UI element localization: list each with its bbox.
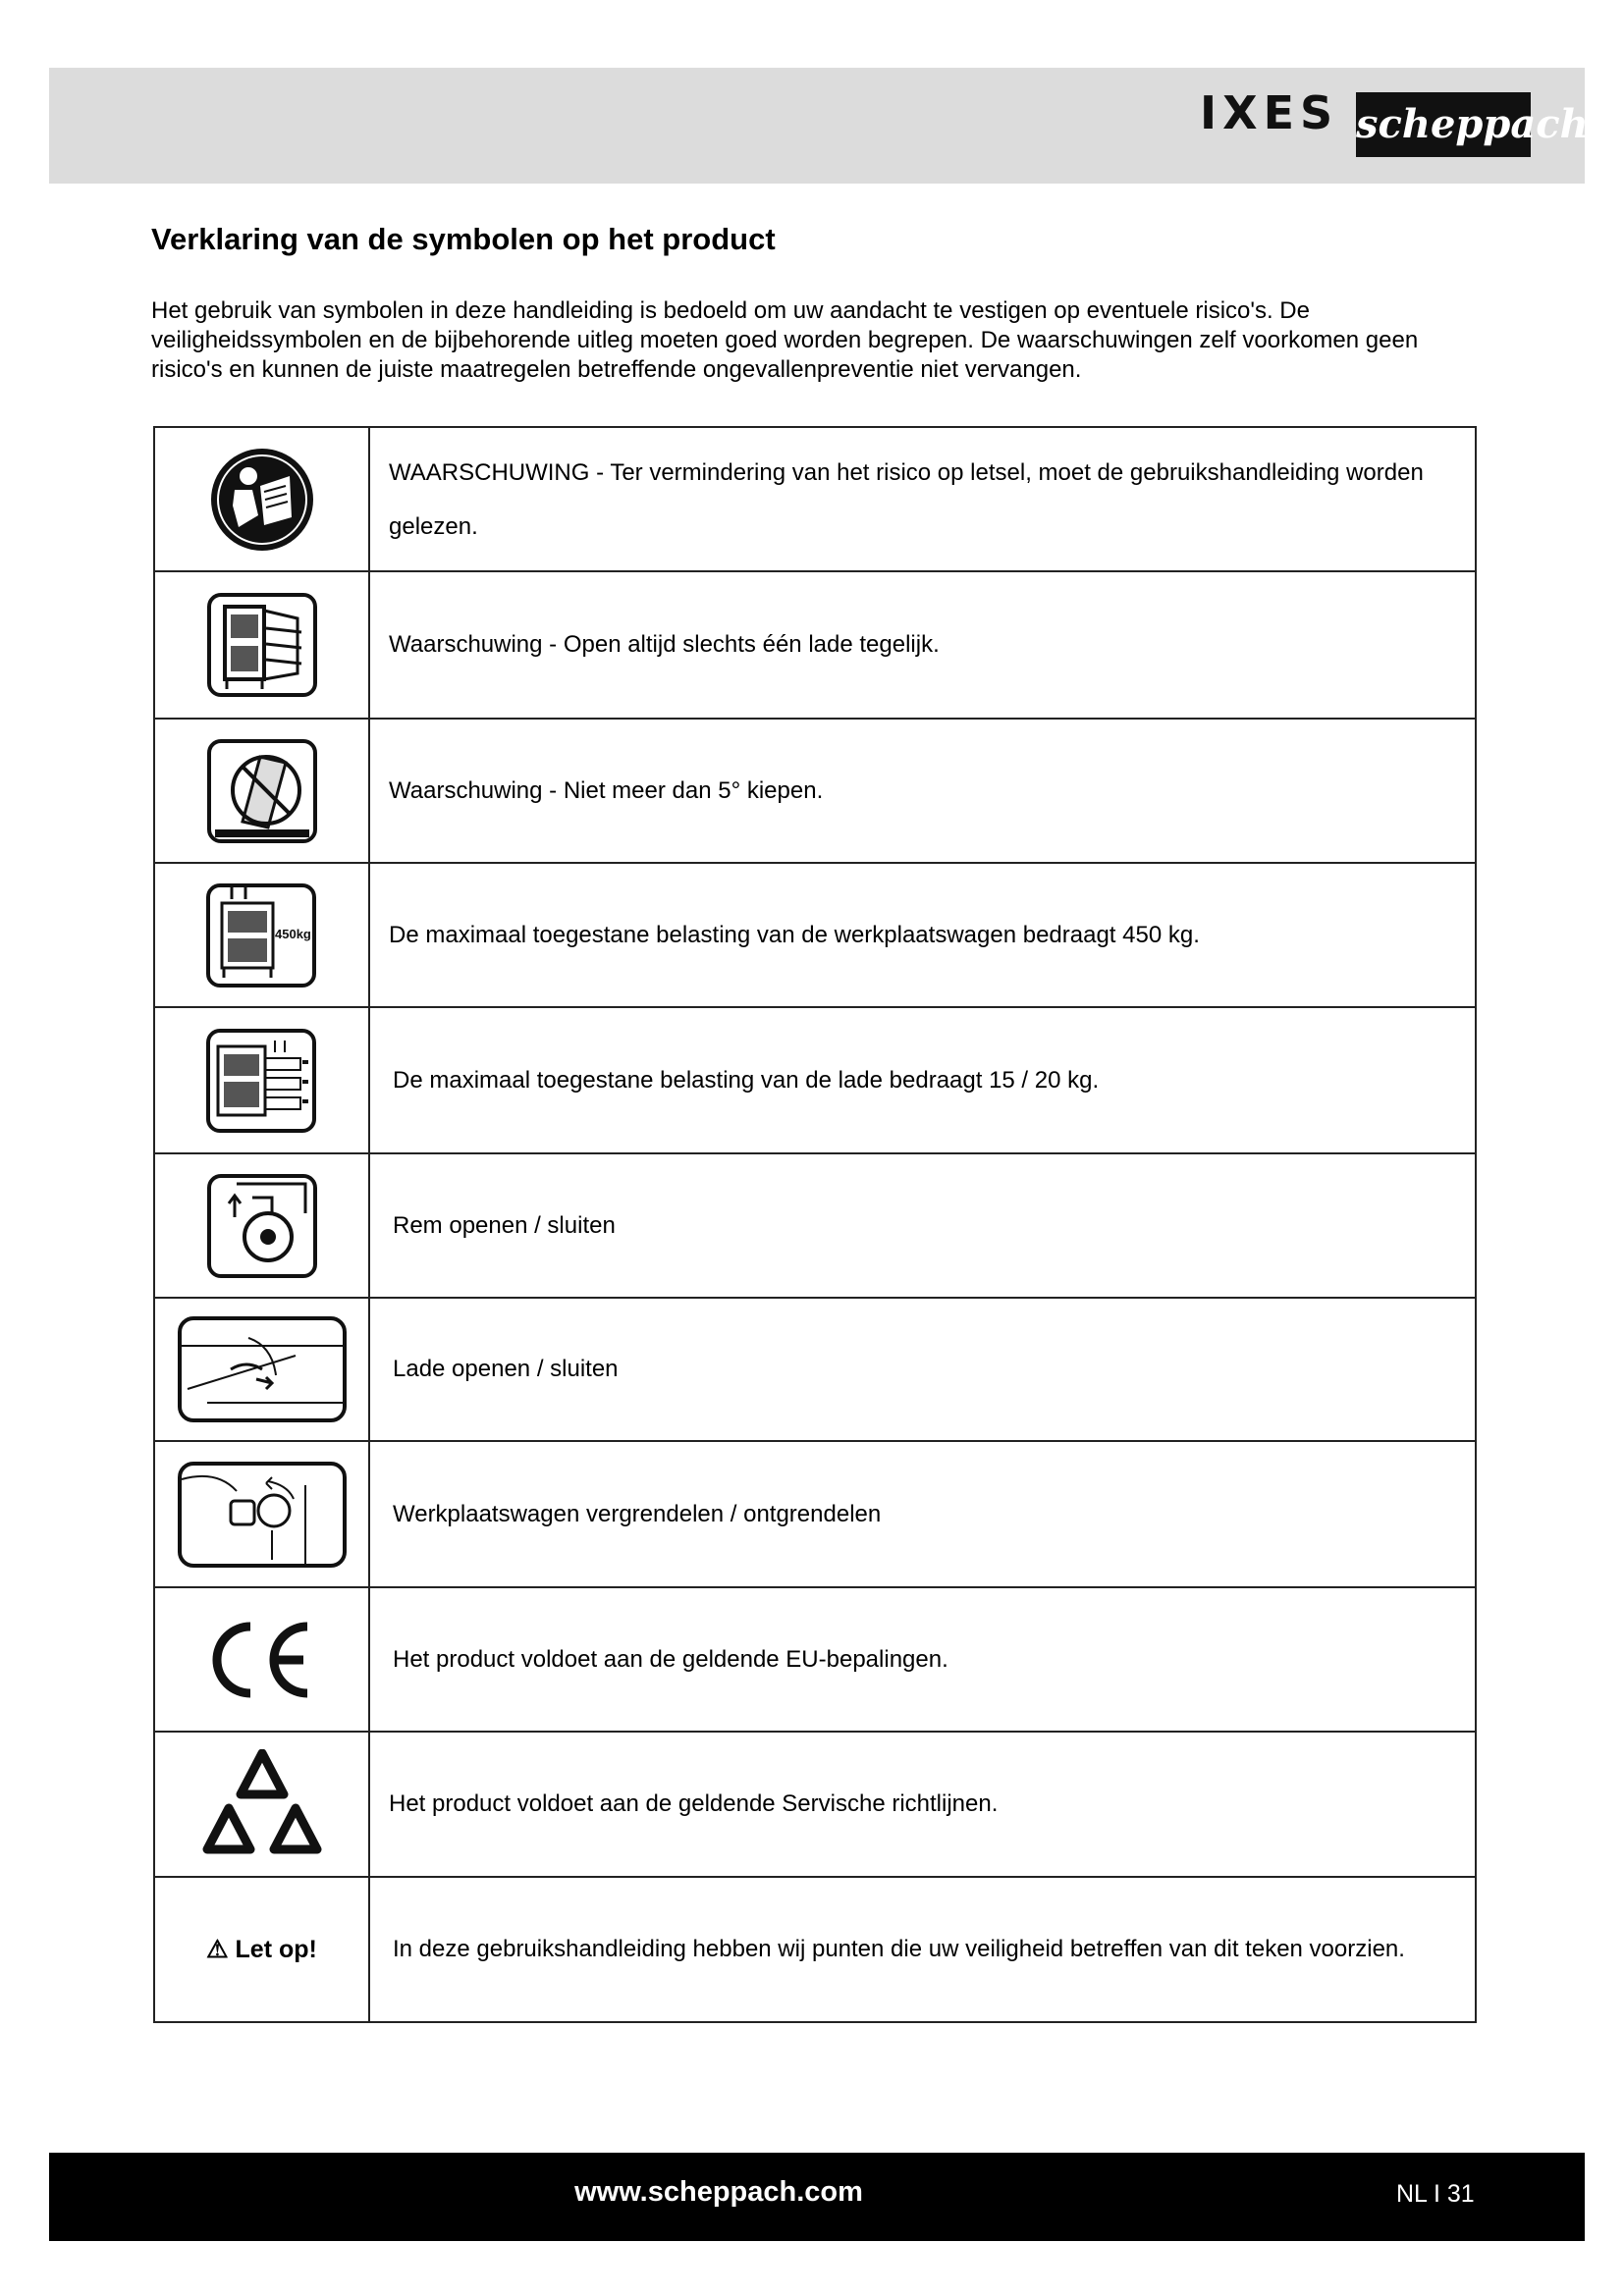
- let-op-text: Let op!: [235, 1936, 317, 1963]
- icon-cell: [154, 719, 369, 863]
- symbols-table: [153, 426, 1477, 2023]
- lock-icon: [178, 1462, 347, 1568]
- symbol-text: De maximaal toegestane belasting van de lade bedraagt 15 / 20 kg.: [369, 1007, 1476, 1153]
- footer-bar: [49, 2153, 1585, 2241]
- icon-cell: [154, 1587, 369, 1732]
- icon-cell: [154, 571, 369, 719]
- symbol-text: Het product voldoet aan de geldende EU-bepalingen.: [369, 1587, 1476, 1732]
- ixes-logo: IXES: [1200, 86, 1339, 139]
- cart-load-label: 450kg: [274, 926, 311, 941]
- drawer-open-icon: [178, 1316, 347, 1422]
- page-number: NL I 31: [1396, 2180, 1475, 2208]
- icon-cell: [154, 427, 369, 571]
- symbol-text: Het product voldoet aan de geldende Servische richtlijnen.: [369, 1732, 1476, 1877]
- header-bar: [49, 68, 1585, 184]
- icon-cell: [154, 1732, 369, 1877]
- icon-cell: [154, 1007, 369, 1153]
- table-row: [154, 1441, 1476, 1587]
- table-row: [154, 1877, 1476, 2022]
- warning-triangle-icon: ⚠: [206, 1936, 229, 1963]
- max-load-drawer-icon: [206, 1029, 318, 1133]
- table-row: [154, 571, 1476, 719]
- ce-mark-icon: [207, 1621, 317, 1699]
- serbian-conformity-icon: [201, 1749, 323, 1859]
- symbol-text: Waarschuwing - Niet meer dan 5° kiepen.: [369, 719, 1476, 863]
- symbol-text: De maximaal toegestane belasting van de werkplaatswagen bedraagt 450 kg.: [369, 863, 1476, 1007]
- table-row: [154, 1587, 1476, 1732]
- symbol-text: Werkplaatswagen vergrendelen / ontgrendelen: [369, 1441, 1476, 1587]
- table-row: [154, 1732, 1476, 1877]
- page-title: Verklaring van de symbolen op het product: [151, 222, 776, 256]
- symbol-text: Lade openen / sluiten: [369, 1298, 1476, 1441]
- icon-cell: [154, 1877, 369, 2022]
- max-load-cart-icon: [206, 883, 318, 988]
- footer-url[interactable]: www.scheppach.com: [574, 2176, 863, 2208]
- icon-cell: [154, 863, 369, 1007]
- read-manual-icon: [209, 447, 315, 553]
- let-op-label: [206, 1936, 317, 1963]
- table-row: [154, 719, 1476, 863]
- table-row: [154, 1298, 1476, 1441]
- icon-cell: [154, 1298, 369, 1441]
- table-row: [154, 1153, 1476, 1298]
- brake-icon: [207, 1174, 317, 1278]
- intro-paragraph: Het gebruik van symbolen in deze handleiding is bedoeld om uw aandacht te vestigen op eventuele risico's. De veiligheidssymbolen en de bijbehorende uitleg moeten goed worden begrepen. De waarschuwingen zelf voorkomen geen risico's en kunnen de juiste maatregelen betreffende ongevallenpreventie niet vervangen.: [151, 297, 1419, 383]
- icon-cell: [154, 1441, 369, 1587]
- table-row: [154, 427, 1476, 571]
- table-row: [154, 863, 1476, 1007]
- no-tilt-icon: [207, 739, 317, 843]
- scheppach-logo: scheppach: [1356, 92, 1531, 157]
- one-drawer-icon: [207, 593, 317, 697]
- icon-cell: [154, 1153, 369, 1298]
- symbol-text: Waarschuwing - Open altijd slechts één lade tegelijk.: [369, 571, 1476, 719]
- table-row: [154, 1007, 1476, 1153]
- symbol-text: WAARSCHUWING - Ter vermindering van het risico op letsel, moet de gebruikshandleiding worden gelezen.: [369, 427, 1476, 571]
- symbol-text: In deze gebruikshandleiding hebben wij punten die uw veiligheid betreffen van dit teken voorzien.: [369, 1877, 1476, 2022]
- symbol-text: Rem openen / sluiten: [369, 1153, 1476, 1298]
